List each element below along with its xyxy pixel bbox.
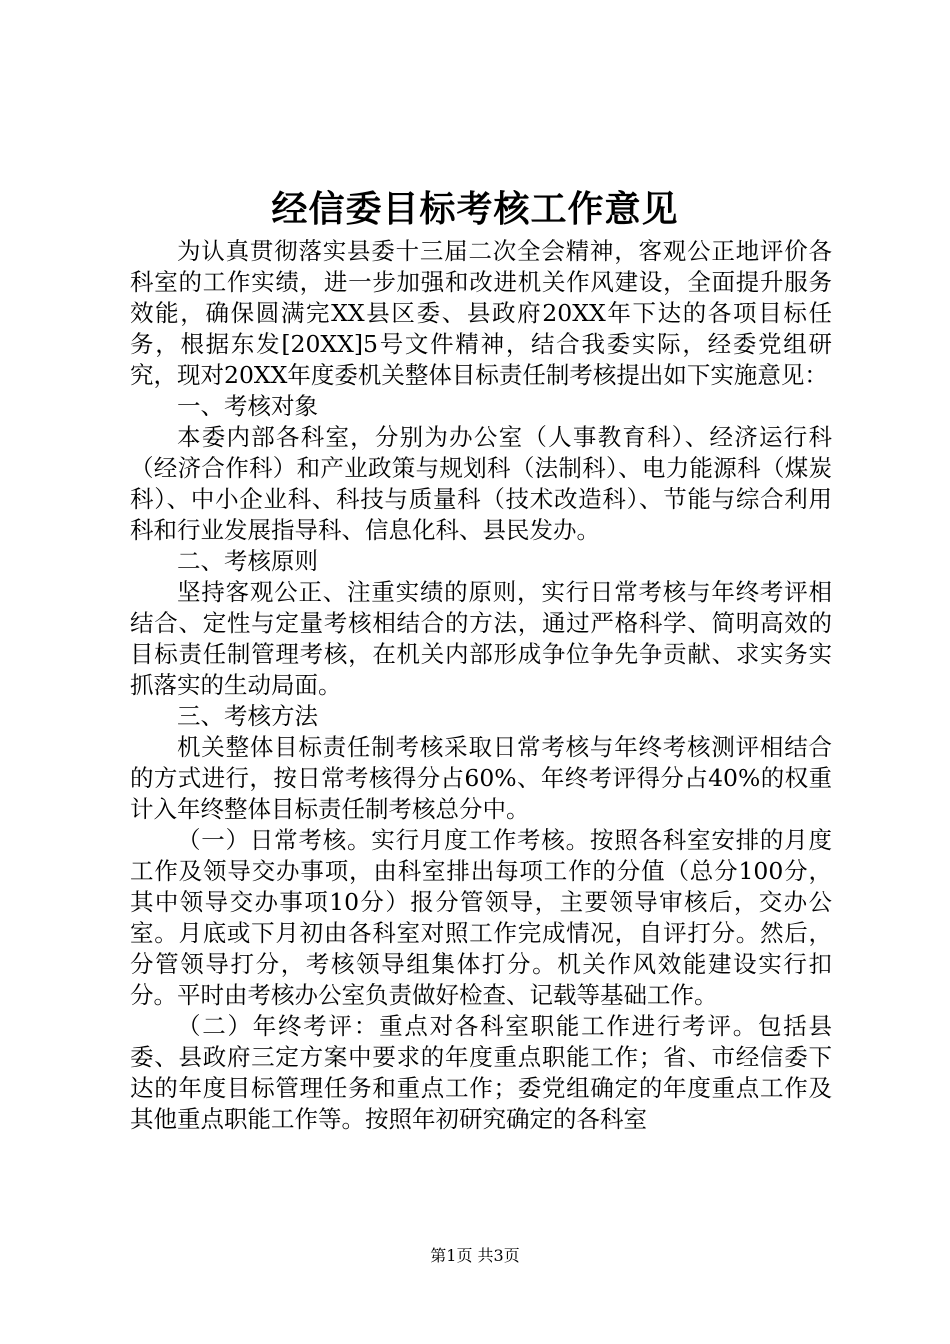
section-heading-methods: 三、考核方法 <box>177 702 318 730</box>
paragraph-daily-assessment: （一）日常考核。实行月度工作考核。按照各科室安排的月度工作及领导交办事项，由科室排出每项工作的分值（总分100分，其中领导交办事项10分）报分管领导，主要领导审核后，交办公室。月底或下月初由各科室对照工作完成情况，自评打分。然后，分管领导打分，考核领导组集体打分。机关作风效能建设实行扣分。平时由考核办公室负责做好检查、记载等基础工作。 <box>130 826 832 1009</box>
document-title: 经信委目标考核工作意见 <box>271 188 679 230</box>
paragraph-intro: 为认真贯彻落实县委十三届二次全会精神，客观公正地评价各科室的工作实绩，进一步加强和改进机关作风建设，全面提升服务效能，确保圆满完XX县区委、县政府20XX年下达的各项目标任务，根据东发[20XX]5号文件精神，结合我委实际，经委党组研究，现对20XX年度委机关整体目标责任制考核提出如下实施意见： <box>130 237 832 389</box>
document-body <box>130 236 832 1135</box>
paragraph-targets: 本委内部各科室，分别为办公室（人事教育科）、经济运行科（经济合作科）和产业政策与规划科（法制科）、电力能源科（煤炭科）、中小企业科、科技与质量科（技术改造科）、节能与综合利用科和行业发展指导科、信息化科、县民发办。 <box>130 423 832 544</box>
section-heading-targets: 一、考核对象 <box>177 392 318 420</box>
paragraph-annual-assessment: （二）年终考评：重点对各科室职能工作进行考评。包括县委、县政府三定方案中要求的年度重点职能工作；省、市经信委下达的年度目标管理任务和重点工作；委党组确定的年度重点工作及其他重点职能工作等。按照年初研究确定的各科室 <box>130 1012 832 1133</box>
paragraph-methods: 机关整体目标责任制考核采取日常考核与年终考核测评相结合的方式进行，按日常考核得分占60%、年终考评得分占40%的权重计入年终整体目标责任制考核总分中。 <box>130 733 832 823</box>
section-heading-principles: 二、考核原则 <box>177 547 318 575</box>
page-footer: 第1页 共3页 <box>430 1246 520 1265</box>
paragraph-principles: 坚持客观公正、注重实绩的原则，实行日常考核与年终考评相结合、定性与定量考核相结合的方法，通过严格科学、简明高效的目标责任制管理考核，在机关内部形成争位争先争贡献、求实务实抓落实的生动局面。 <box>130 578 832 699</box>
